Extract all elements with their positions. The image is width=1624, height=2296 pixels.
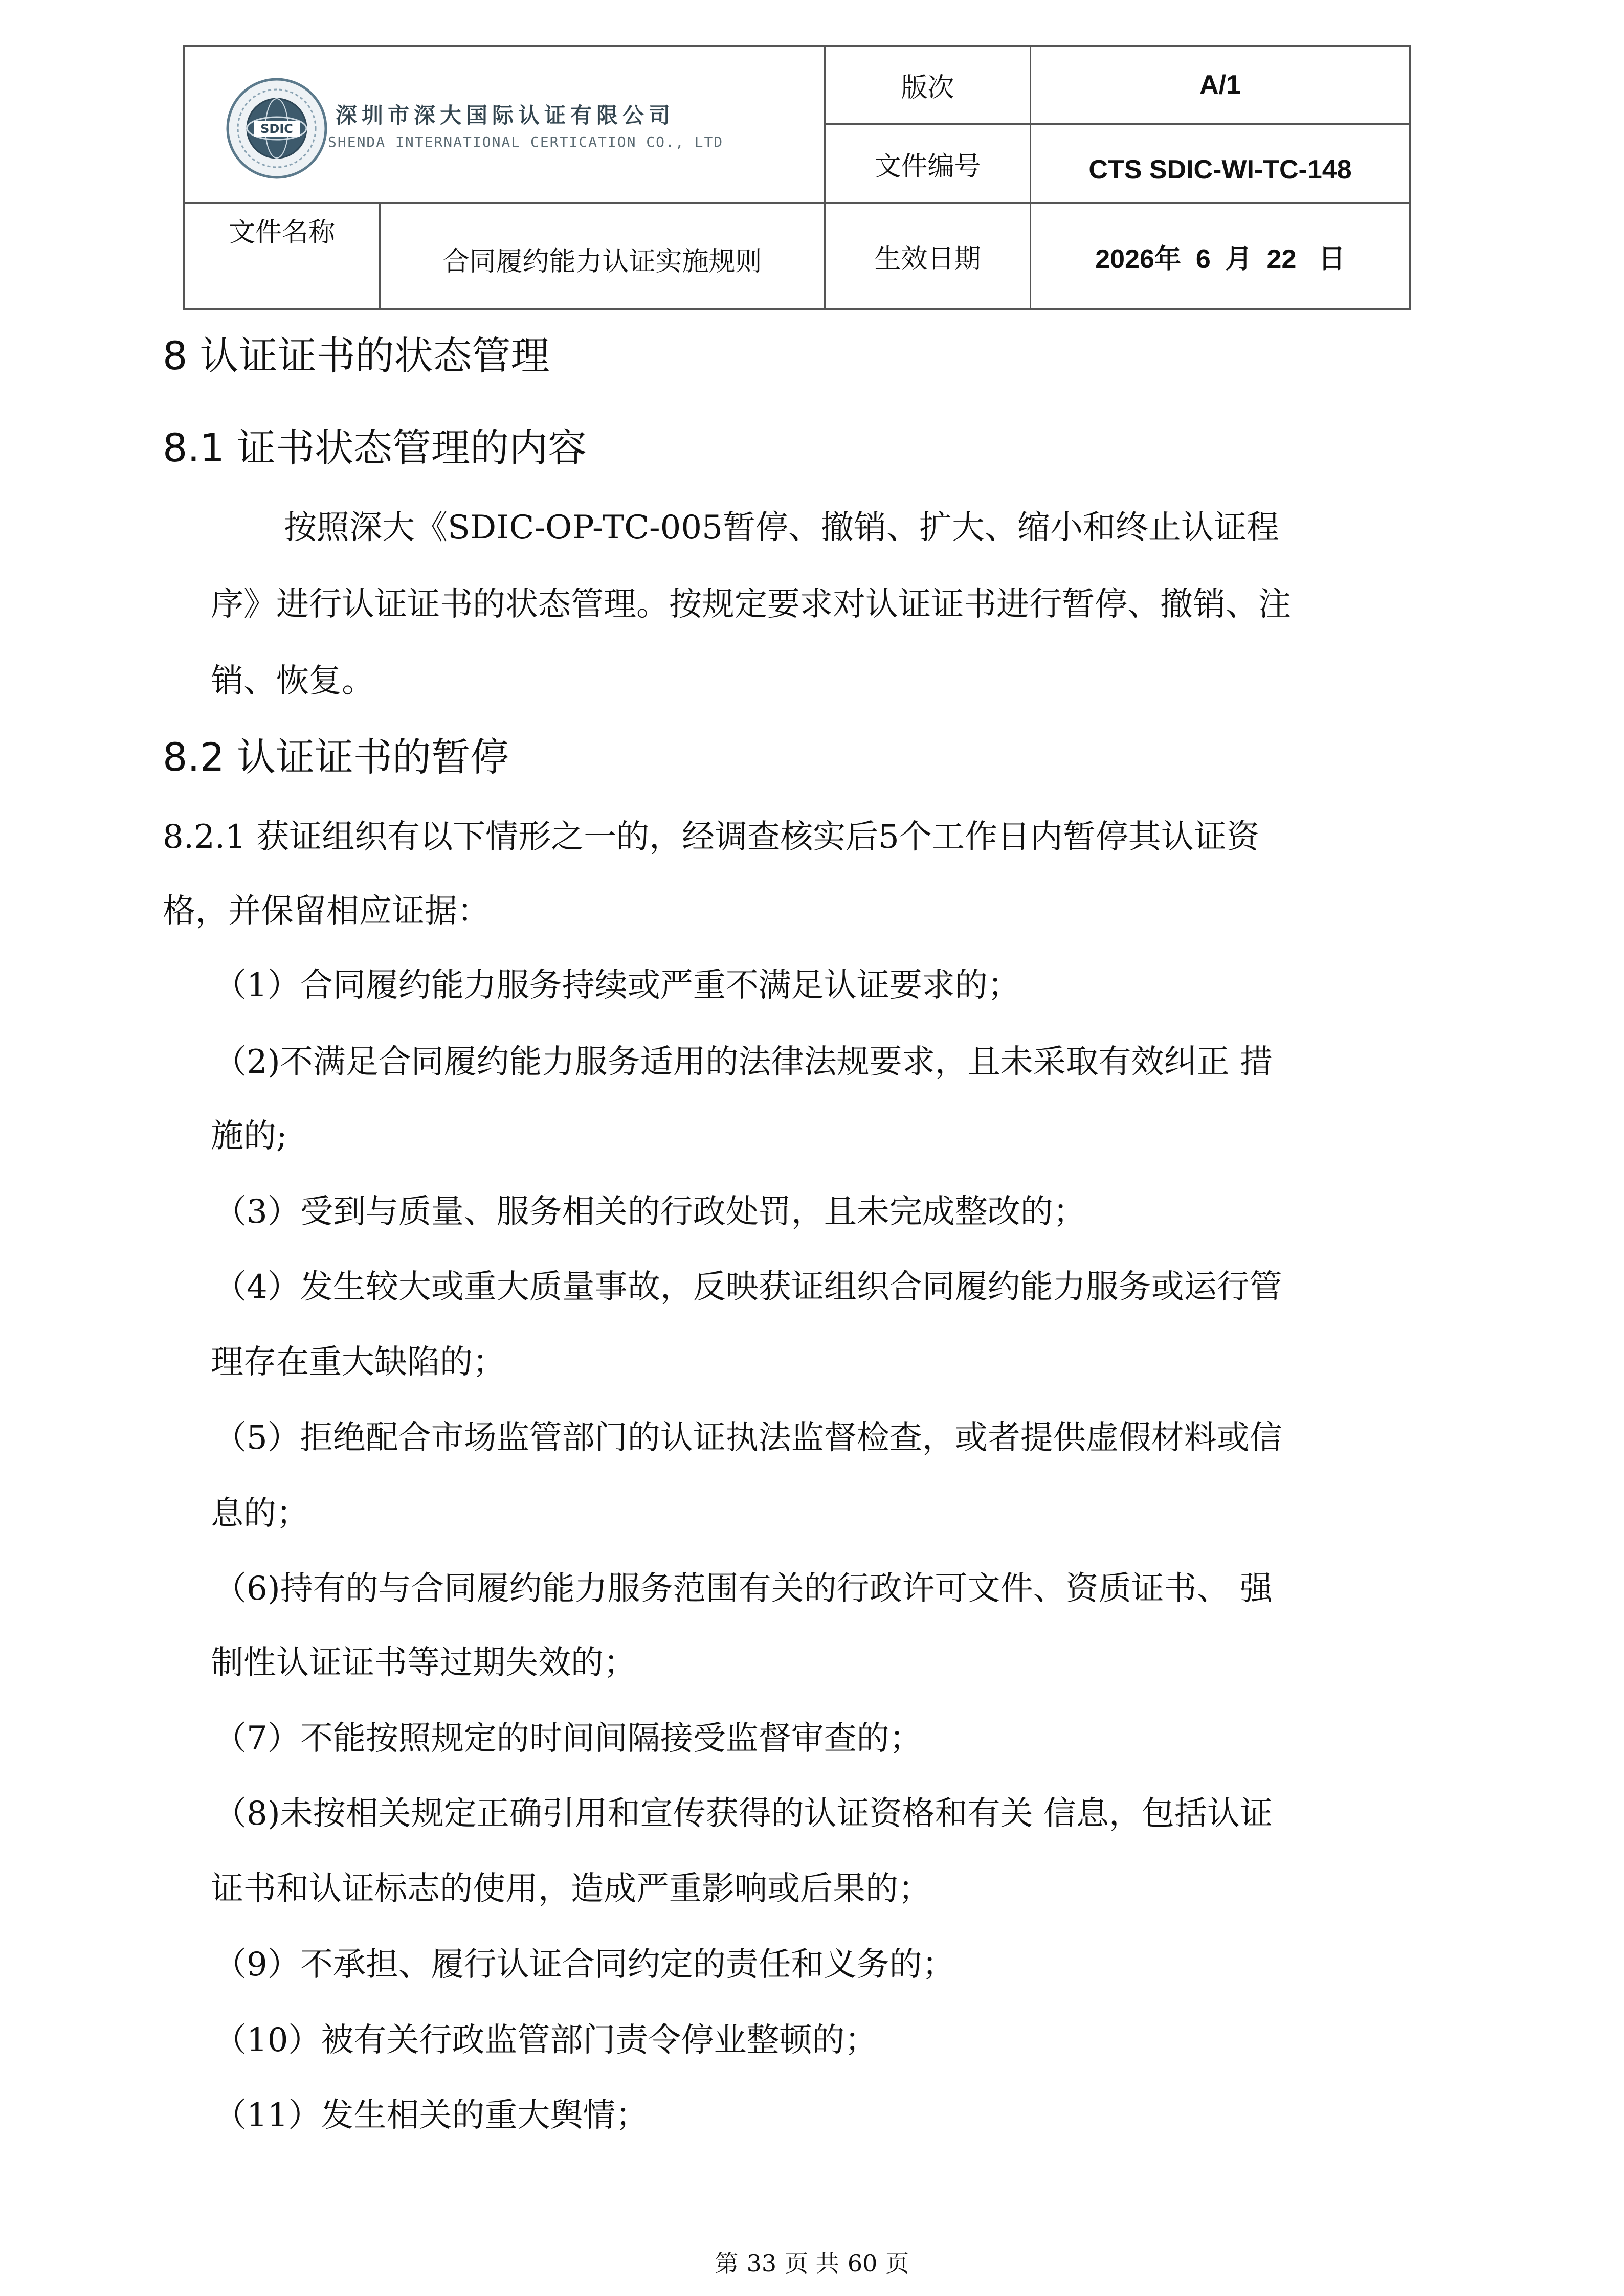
list-item: （6)持有的与合同履约能力服务范围有关的行政许可文件、资质证书、 强 xyxy=(214,1570,1273,1608)
list-item: （4）发生较大或重大质量事故，反映获证组织合同履约能力服务或运行管 xyxy=(214,1268,1282,1306)
doc-name-value: 合同履约能力认证实施规则 xyxy=(442,246,762,277)
list-item: （11）发生相关的重大舆情； xyxy=(214,2097,649,2134)
doc-number-value: CTS SDIC-WI-TC-148 xyxy=(1088,155,1352,185)
paragraph-line: 销、恢复。 xyxy=(211,662,374,700)
list-item: 息的； xyxy=(211,1495,309,1533)
subsection-8-1-title: 8.1 证书状态管理的内容 xyxy=(163,425,587,470)
clause-8-2-1-line: 8.2.1 获证组织有以下情形之一的，经调查核实后5个工作日内暂停其认证资 xyxy=(163,818,1259,856)
list-item: （8)未按相关规定正确引用和宣传获得的认证资格和有关 信息，包括认证 xyxy=(214,1795,1273,1833)
company-name-en: SHENDA INTERNATIONAL CERTICATION CO., LTD xyxy=(328,133,724,150)
list-item: （10）被有关行政监管部门责令停业整顿的； xyxy=(214,2021,878,2059)
page-footer xyxy=(0,2245,1624,2279)
total-page-number: 60 xyxy=(847,2249,878,2277)
version-label: 版次 xyxy=(901,72,954,103)
list-item: （5）拒绝配合市场监管部门的认证执法监督检查，或者提供虚假材料或信 xyxy=(214,1419,1282,1457)
clause-8-2-1-line: 格，并保留相应证据： xyxy=(163,892,490,930)
list-item: （1）合同履约能力服务持续或严重不满足认证要求的； xyxy=(214,966,1020,1004)
current-page-number: 33 xyxy=(746,2249,777,2277)
list-item: （7）不能按照规定的时间间隔接受监督审查的； xyxy=(214,1720,922,1758)
list-item: 证书和认证标志的使用，造成严重影响或后果的； xyxy=(211,1870,931,1908)
doc-number-label: 文件编号 xyxy=(874,151,981,182)
list-item: （3）受到与质量、服务相关的行政处罚，且未完成整改的； xyxy=(214,1193,1086,1231)
list-item: 制性认证证书等过期失效的； xyxy=(211,1644,636,1682)
company-logo xyxy=(226,77,814,220)
list-item: 施的; xyxy=(211,1117,287,1155)
header-table xyxy=(183,45,1411,310)
section-title: 8 认证证书的状态管理 xyxy=(163,333,550,378)
paragraph-line: 按照深大《SDIC-OP-TC-005暂停、撤销、扩大、缩小和终止认证程 xyxy=(284,509,1279,547)
list-item: （9）不承担、履行认证合同约定的责任和义务的； xyxy=(214,1946,955,1984)
doc-name-label: 文件名称 xyxy=(228,217,335,248)
company-name-cn: 深圳市深大国际认证有限公司 xyxy=(336,103,675,128)
list-item: （2)不满足合同履约能力服务适用的法律法规要求，且未采取有效纠正 措 xyxy=(214,1043,1273,1081)
footer-suffix: 页 xyxy=(885,2249,909,2277)
effective-date-label: 生效日期 xyxy=(874,243,981,275)
subsection-8-2-title: 8.2 认证证书的暂停 xyxy=(163,734,509,780)
effective-date-value: 2026年 6 月 22 日 xyxy=(1095,244,1345,274)
logo-text: SDIC xyxy=(260,122,293,136)
footer-mid: 页 共 xyxy=(785,2249,839,2277)
paragraph-line: 序》进行认证证书的状态管理。按规定要求对认证证书进行暂停、撤销、注 xyxy=(211,586,1291,623)
footer-prefix: 第 xyxy=(715,2249,739,2277)
version-value: A/1 xyxy=(1199,70,1241,100)
sdic-seal-icon xyxy=(226,77,328,179)
list-item: 理存在重大缺陷的； xyxy=(211,1343,505,1381)
